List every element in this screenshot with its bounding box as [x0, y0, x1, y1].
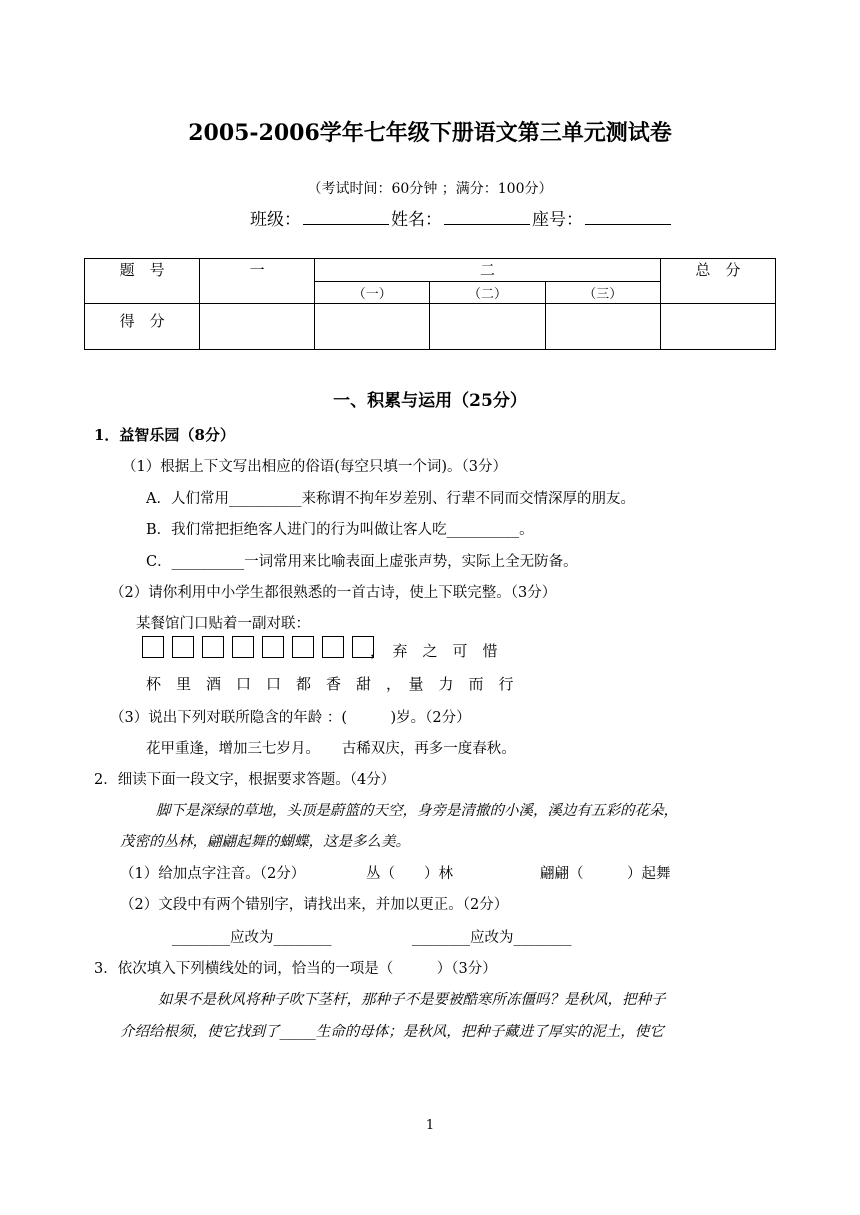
row-score-label: 得 分	[85, 304, 200, 350]
q2-part1-item-a: 丛（ ）林	[366, 866, 453, 882]
score-cell-two-2[interactable]	[430, 304, 545, 350]
score-cell-one[interactable]	[200, 304, 315, 350]
score-cell-two-3[interactable]	[545, 304, 660, 350]
header-col-two: 二	[315, 259, 661, 282]
answer-box[interactable]	[172, 636, 194, 658]
sub-header-3: （三）	[545, 282, 660, 304]
seat-label: 座号：	[532, 210, 583, 230]
q2-correction-2[interactable]: ________应改为________	[412, 930, 572, 946]
q2-part1: （1）给加点字注音。（2分）	[120, 866, 306, 882]
q3-heading: 3．依次填入下列横线处的词，恰当的一项是（ ）（3分）	[94, 961, 497, 977]
page-number: 1	[425, 1118, 435, 1133]
exam-info: （考试时间：60分钟 ；满分：100分）	[307, 181, 553, 197]
sub-header-2: （二）	[430, 282, 545, 304]
q1-part2: （2）请你利用中小学生都很熟悉的一首古诗，使上下联完整。（3分）	[110, 585, 557, 601]
q1-heading: 1．益智乐园（8分）	[94, 426, 235, 444]
couplet-upper-tail: ， 弃 之 可 惜	[370, 642, 498, 660]
class-blank[interactable]	[303, 208, 389, 225]
couplet-upper-boxes[interactable]	[142, 636, 382, 658]
q1-part3: （3）说出下列对联所隐含的年龄 ：( )岁。（2分）	[110, 710, 471, 726]
class-label: 班级：	[250, 210, 301, 230]
answer-box[interactable]	[232, 636, 254, 658]
q2-correction-1[interactable]: ________应改为________	[172, 930, 332, 946]
answer-box[interactable]	[292, 636, 314, 658]
q1-option-a: A．人们常用__________来称谓不拘年岁差别、行辈不同而交情深厚的朋友。	[146, 491, 635, 507]
q2-part2: （2）文段中有两个错别字，请找出来，并加以更正。（2分）	[120, 897, 509, 913]
page-title: 2005-2006学年七年级下册语文第三单元测试卷	[188, 120, 672, 146]
student-info-line	[250, 205, 673, 230]
answer-box[interactable]	[322, 636, 344, 658]
seat-blank[interactable]	[585, 208, 671, 225]
answer-box[interactable]	[142, 636, 164, 658]
sub-header-1: （一）	[315, 282, 430, 304]
name-label: 姓名：	[391, 210, 442, 230]
header-col-total: 总 分	[660, 259, 775, 304]
score-table	[84, 258, 776, 350]
section-1-title: 一、积累与运用（25分）	[333, 391, 527, 411]
q1-option-b: B．我们常把拒绝客人进门的行为叫做让客人吃__________。	[146, 522, 534, 538]
q1-restaurant-line: 某餐馆门口贴着一副对联：	[136, 616, 310, 632]
answer-box[interactable]	[262, 636, 284, 658]
name-blank[interactable]	[444, 208, 530, 225]
header-tihao: 题 号	[85, 259, 200, 304]
q2-part1-item-b: 翩翩（ ）起舞	[540, 866, 671, 882]
q2-heading: 2．细读下面一段文字，根据要求答题。（4分）	[94, 772, 396, 788]
couplet-lower: 杯 里 酒 口 口 都 香 甜 ， 量 力 而 行	[146, 675, 514, 693]
q1-option-c: C．__________一词常用来比喻表面上虚张声势，实际上全无防备。	[146, 554, 578, 570]
q1-part1: （1）根据上下文写出相应的俗语(每空只填一个词)。（3分）	[122, 459, 508, 475]
q2-paragraph-line1: 脚下是深绿的草地，头顶是蔚篮的天空，身旁是清撤的小溪，溪边有五彩的花朵，	[156, 803, 678, 819]
q2-paragraph-line2: 茂密的丛林，翩翩起舞的蝴蝶，这是多么美。	[120, 834, 410, 850]
q1-part3-couplet: 花甲重逢，增加三七岁月。 古稀双庆，再多一度春秋。	[146, 741, 516, 757]
score-cell-two-1[interactable]	[315, 304, 430, 350]
header-col-one: 一	[200, 259, 315, 304]
q3-paragraph-line2: 介绍给根须，使它找到了_____生命的母体；是秋风，把种子藏进了厚实的泥土，使它	[120, 1024, 664, 1040]
q3-paragraph-line1: 如果不是秋风将种子吹下茎杆，那种子不是要被酷寒所冻僵吗？是秋风，把种子	[158, 992, 666, 1008]
score-cell-total[interactable]	[660, 304, 775, 350]
answer-box[interactable]	[202, 636, 224, 658]
